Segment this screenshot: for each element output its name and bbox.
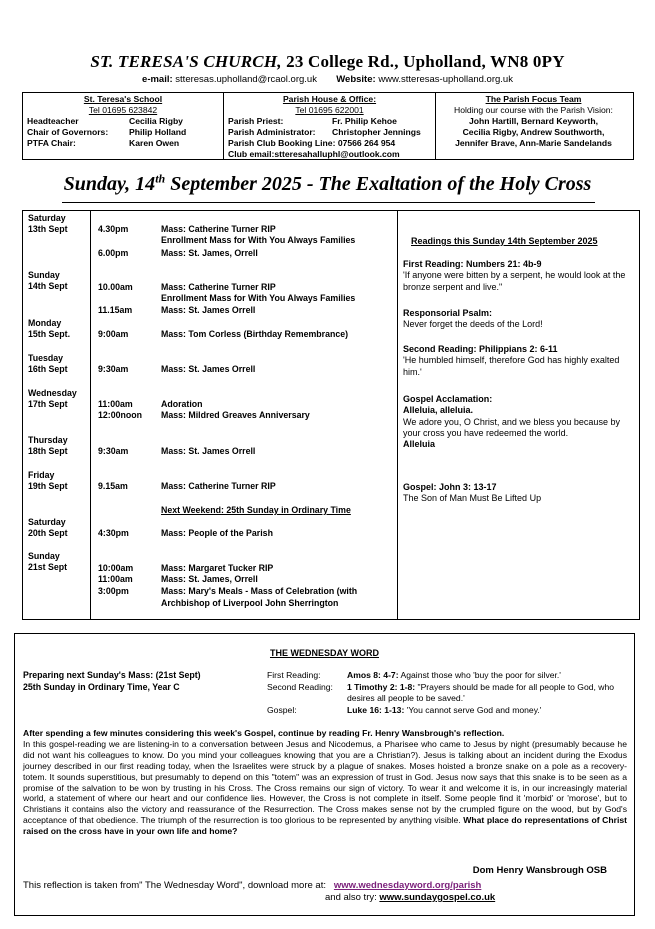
mass-intention: Enrollment Mass for With You Always Families: [161, 235, 356, 245]
gospel: Gospel: John 3: 13-17 The Son of Man Must Be Lifted Up: [403, 482, 542, 504]
divider: [90, 211, 91, 619]
first-reading: First Reading: Numbers 21: 4b-9 'If anyone were bitten by a serpent, he would look at the bronze serpent and live.": [403, 259, 626, 292]
readings-heading: Readings this Sunday 14th September 2025: [411, 236, 598, 246]
parish-house-column: [223, 93, 436, 159]
email-value: stteresas.upholland@rcaol.org.uk: [175, 74, 317, 85]
school-heading: St. Teresa's School: [83, 94, 163, 104]
mass-intention: Mass: Mary's Meals - Mass of Celebration (with Archbishop of Liverpool John Sherrington: [161, 586, 358, 608]
day-label: Sunday 21st Sept: [28, 551, 68, 572]
focus-team-line: Jennifer Brave, Ann-Marie Sandelands: [455, 138, 612, 148]
mass-time: 9:00am: [98, 329, 129, 339]
reflection-signature: Dom Henry Wansbrough OSB: [472, 865, 607, 876]
ww-reading-row: First Reading: Amos 8: 4-7: Against those who 'buy the poor for silver.': [267, 670, 561, 680]
email-label: e-mail:: [142, 74, 173, 85]
main-title: Sunday, 14th September 2025 - The Exaltation of the Holy Cross: [0, 173, 655, 196]
mass-time: 9:30am: [98, 446, 129, 456]
mass-time: 11:00am: [98, 574, 133, 584]
mass-time: 4.30pm: [98, 224, 129, 234]
day-label: Saturday 13th Sept: [28, 213, 68, 234]
wednesday-word-box: [14, 633, 635, 916]
mass-intention: Adoration: [161, 399, 203, 409]
reflection-intro: After spending a few minutes considering this week's Gospel, continue by reading Fr. Henry Wansbrough's reflection.: [23, 728, 505, 738]
website-value: www.stteresas-upholland.org.uk: [378, 74, 513, 85]
day-label: Saturday 20th Sept: [28, 517, 68, 538]
reflection-body: In this gospel-reading we are listening-in to a conversation between Jesus and Nicodemus, a Pharisee who came to Jesus by night (presumably because he did not want his colleagues to know. Do you mind your colleagues knowing that you are a Christian?). Jesus is talking about an incident during the Exodus journey described in our first reading today, when the Israelites were struck by a plague of snakes. Moses hoisted a bronze snake on a pole as a recovery-totem. It sounds superstitious, but presumably to depend on this "totem" was an expression of trust in God. Jesus now says that this snake is to be seen as a promise of the salvation to be won by trusting in his Cross. The Cross remains our sign of victory. To wear it and welcome it is, in our increasingly material world, a statement of where our heart and our confidence lies. However, the Cross is not complete in itself. Some people find it 'morbid' or 'morose', but to Christians it contains also the victory and reassurance of the Resurrection. The Cross makes sense not by the crumpled figure on the wood, but by God's acceptance of that obedience. The triumph of the resurrection is too glorious to be represented by anything visible.: [23, 738, 627, 826]
mass-intention: Mass: St. James Orrell: [161, 305, 256, 315]
focus-team-heading: The Parish Focus Team: [485, 94, 582, 104]
day-label: Monday 15th Sept.: [28, 318, 71, 339]
mass-intention: Mass: St. James Orrell: [161, 446, 256, 456]
mass-time: 12:00noon: [98, 410, 142, 420]
parish-house-heading: Parish House & Office:: [282, 94, 377, 104]
sunday-gospel-link[interactable]: www.sundaygospel.co.uk: [379, 892, 496, 903]
school-column: [23, 93, 223, 159]
mass-intention: Mass: St. James, Orrell: [161, 248, 258, 258]
mass-intention: Mass: Mildred Greaves Anniversary: [161, 410, 310, 420]
focus-team-line: Cecilia Rigby, Andrew Southworth,: [462, 127, 605, 137]
ww-reading-row: Second Reading: 1 Timothy 2: 1-8: "Prayers should be made for all people to God, who desires all people to be saved.': [267, 681, 615, 703]
mass-intention: Mass: Catherine Turner RIP: [161, 224, 276, 234]
day-label: Sunday 14th Sept: [28, 270, 68, 291]
ww-reading-row: Gospel: Luke 16: 1-13: 'You cannot serve God and money.': [267, 704, 542, 715]
reflection-text: [23, 728, 627, 837]
second-reading: Second Reading: Philippians 2: 6-11 'He humbled himself, therefore God has highly exalted him.': [403, 344, 620, 377]
mass-time: 6.00pm: [98, 248, 129, 258]
mass-intention: Mass: St. James, Orrell: [161, 574, 258, 584]
day-label: Tuesday 16th Sept: [28, 353, 68, 374]
mass-time: 10:00am: [98, 563, 134, 573]
mass-intention: Enrollment Mass for With You Always Families: [161, 293, 356, 303]
focus-team-intro: Holding our course with the Parish Vision:: [454, 105, 613, 115]
mass-time: 9:30am: [98, 364, 129, 374]
next-weekend-note: Next Weekend: 25th Sunday in Ordinary Time: [161, 505, 351, 515]
church-address: 23 College Rd., Upholland, WN8 0PY: [286, 52, 565, 71]
mass-intention: Mass: Tom Corless (Birthday Remembrance): [161, 329, 349, 339]
wednesday-word-title: THE WEDNESDAY WORD: [269, 648, 379, 658]
contacts-box: [22, 92, 634, 160]
day-label: Thursday 18th Sept: [28, 435, 68, 456]
responsorial-psalm: Responsorial Psalm: Never forget the deeds of the Lord!: [403, 308, 543, 330]
focus-team-line: John Hartill, Bernard Keyworth,: [469, 116, 598, 126]
mass-time: 3:00pm: [98, 586, 129, 596]
mass-time: 11:00am: [98, 399, 133, 409]
mass-time: 4:30pm: [98, 528, 129, 538]
school-row: Headteacher Cecilia Rigby: [27, 116, 183, 126]
day-label: Friday 19th Sept: [28, 470, 68, 491]
parish-row: Parish Administrator: Christopher Jennings: [228, 127, 421, 137]
title-underline: [62, 202, 595, 203]
mass-schedule: [22, 210, 640, 620]
school-row: PTFA Chair: Karen Owen: [27, 138, 180, 148]
church-title: [0, 52, 655, 72]
next-sunday-readings: [267, 670, 627, 716]
school-tel: Tel 01695 623842: [88, 105, 158, 115]
mass-time: 10.00am: [98, 282, 133, 292]
contact-line: [0, 74, 655, 85]
parish-row: Parish Priest: Fr. Philip Kehoe: [228, 116, 397, 126]
mass-intention: Mass: St. James Orrell: [161, 364, 256, 374]
mass-time: 9.15am: [98, 481, 128, 491]
wednesday-word-link[interactable]: www.wednesdayword.org/parish: [333, 880, 482, 891]
reflection-question: What place do representations of Christ raised on the cross have in your own life and home?: [23, 815, 627, 837]
divider: [397, 211, 398, 619]
mass-intention: Mass: Catherine Turner RIP: [161, 481, 276, 491]
day-label: Wednesday 17th Sept: [28, 388, 77, 409]
reflection-footer: This reflection is taken from" The Wednesday Word", download more at: www.wednesdayword.org/parish and also try: www.sundaygospel.co.uk: [23, 880, 496, 903]
church-name: ST. TERESA'S CHURCH,: [90, 52, 282, 71]
club-booking: Parish Club Booking Line: 07566 264 954: [228, 138, 396, 148]
parish-house-tel: Tel 01695 622001: [295, 105, 364, 115]
mass-intention: Mass: People of the Parish: [161, 528, 273, 538]
mass-time: 11.15am: [98, 305, 133, 315]
focus-team-column: [434, 93, 633, 159]
mass-intention: Mass: Margaret Tucker RIP: [161, 563, 274, 573]
mass-intention: Mass: Catherine Turner RIP: [161, 282, 276, 292]
preparing-next-sunday: Preparing next Sunday's Mass: (21st Sept) 25th Sunday in Ordinary Time, Year C: [23, 670, 201, 692]
club-email: Club email:stteresahalluphl@outlook.com: [228, 149, 400, 159]
website-label: Website:: [336, 74, 376, 85]
gospel-acclamation: Gospel Acclamation: Alleluia, alleluia. We adore you, O Christ, and we bless you because by your cross you have redeemed the world. Alleluia: [403, 394, 620, 450]
school-row: Chair of Governors: Philip Holland: [27, 127, 187, 137]
